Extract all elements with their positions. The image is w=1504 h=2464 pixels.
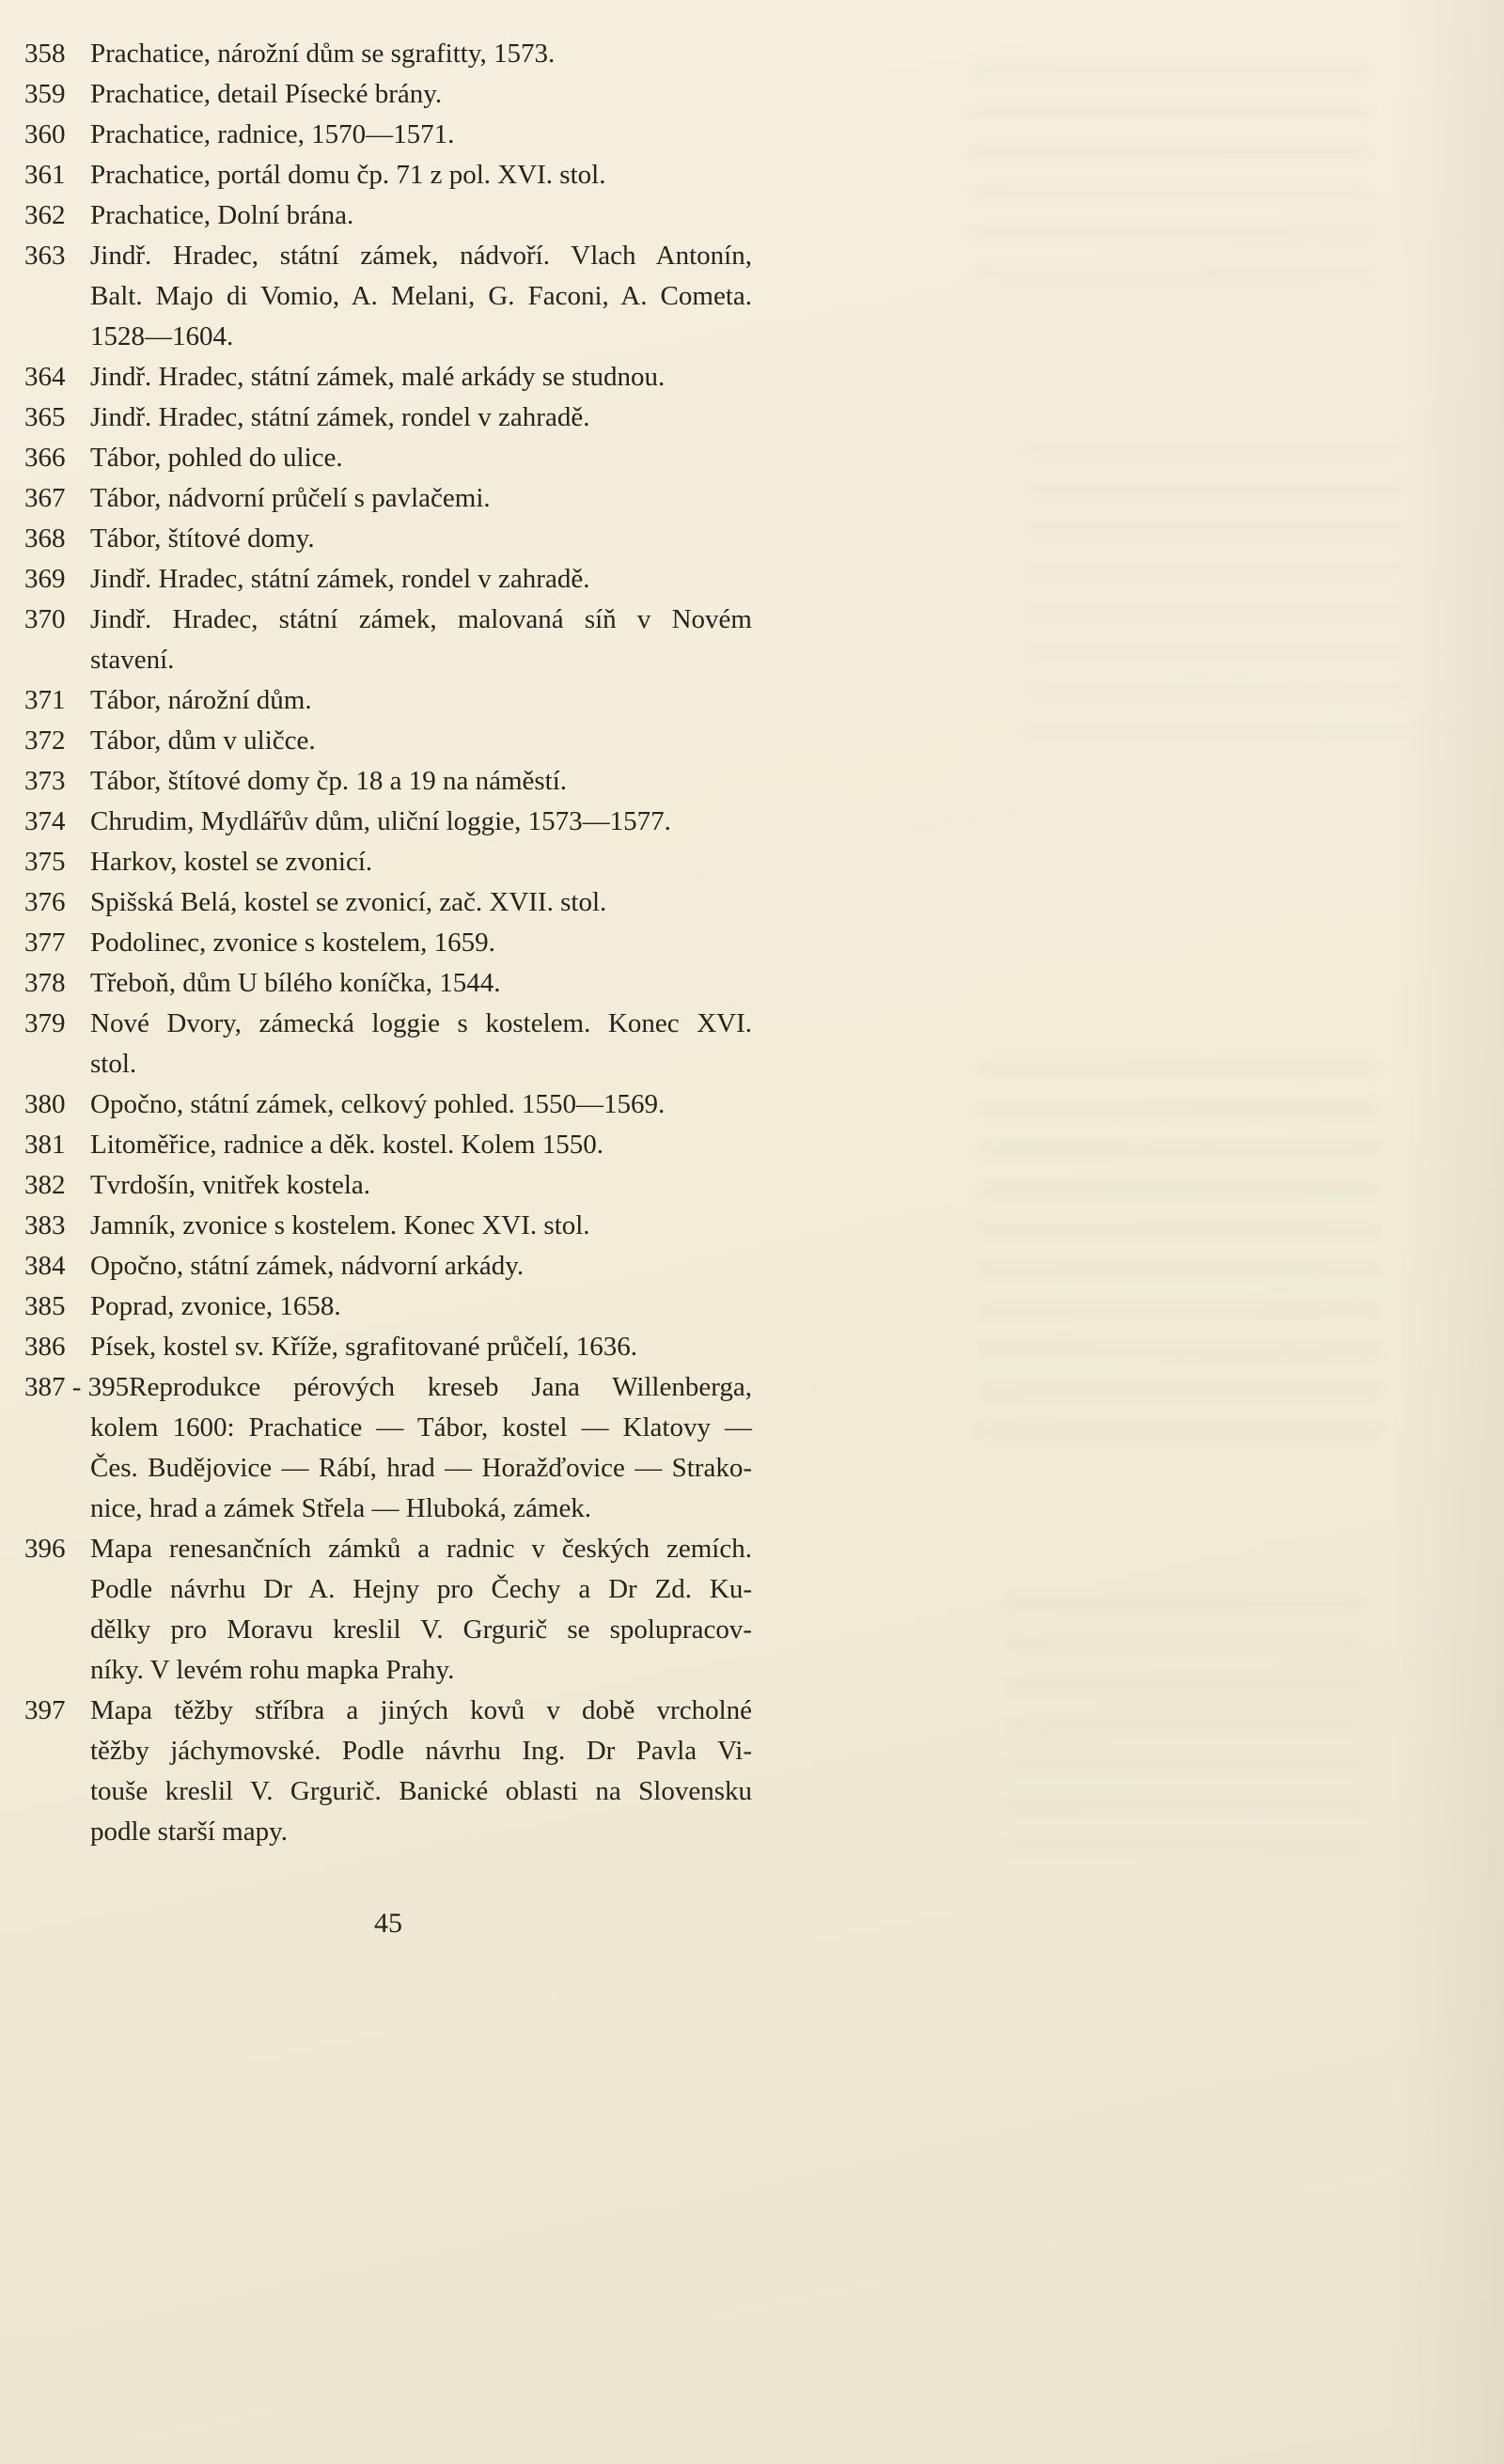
- entry-line: 376 Spišská Belá, kostel se zvonicí, zač. XVII. stol.: [90, 882, 752, 923]
- entry-number: 387 - 395: [24, 1372, 130, 1402]
- entry-number: 367: [24, 483, 66, 513]
- entry-line: 384 Opočno, státní zámek, nádvorní arkády.: [90, 1246, 752, 1287]
- showthrough-ghost: [1025, 442, 1401, 752]
- entry-line: 373 Tábor, štítové domy čp. 18 a 19 na náměstí.: [90, 761, 752, 802]
- entry-number: 366: [24, 443, 66, 473]
- entry-number: 363: [24, 241, 66, 271]
- entry-number: 384: [24, 1251, 66, 1281]
- list-item: [24, 1327, 752, 1367]
- entry-number: 379: [24, 1008, 66, 1038]
- list-item: [24, 357, 752, 398]
- entry-number: 385: [24, 1291, 66, 1321]
- entry-line: kolem 1600: Prachatice — Tábor, kostel — Klatovy —: [90, 1412, 752, 1443]
- entry-line: 380 Opočno, státní zámek, celkový pohled. 1550—1569.: [90, 1084, 752, 1125]
- list-item: [24, 1691, 752, 1852]
- entry-line: 381 Litoměřice, radnice a děk. kostel. Kolem 1550.: [90, 1125, 752, 1165]
- entry-line: 383 Jamník, zvonice s kostelem. Konec XVI. stol.: [90, 1206, 752, 1246]
- list-item: [24, 680, 752, 721]
- showthrough-ghost: [968, 66, 1372, 291]
- entry-number: 397: [24, 1695, 66, 1725]
- entry-line: 375 Harkov, kostel se zvonicí.: [90, 842, 752, 882]
- entry-number: 383: [24, 1210, 66, 1240]
- list-item: [24, 761, 752, 802]
- list-item: [24, 115, 752, 155]
- entry-line: 379 Nové Dvory, zámecká loggie s kostelem. Konec XVI.: [90, 1004, 752, 1044]
- entry-line: Balt. Majo di Vomio, A. Melani, G. Faconi, A. Cometa.: [90, 281, 752, 311]
- entry-number: 368: [24, 523, 66, 554]
- entry-line: Čes. Budějovice — Rábí, hrad — Horažďovice — Strako-: [90, 1453, 752, 1483]
- list-item: [24, 802, 752, 842]
- entry-line: 396 Mapa renesančních zámků a radnic v českých zemích.: [90, 1529, 752, 1569]
- list-item: [24, 882, 752, 923]
- entry-number: 374: [24, 806, 66, 836]
- list-item: [24, 559, 752, 600]
- list-item: [24, 1367, 752, 1529]
- entry-number: 373: [24, 766, 66, 796]
- list-item: [24, 195, 752, 236]
- page-number: 45: [374, 1908, 402, 1939]
- list-item: [24, 1287, 752, 1327]
- entry-line: 360 Prachatice, radnice, 1570—1571.: [90, 115, 752, 155]
- entry-line: 1528—1604.: [90, 321, 234, 351]
- entry-line: nice, hrad a zámek Střela — Hluboká, zámek.: [90, 1493, 592, 1523]
- list-item: [24, 74, 752, 115]
- entry-line: těžby jáchymovské. Podle návrhu Ing. Dr Pavla Vi-: [90, 1736, 752, 1766]
- entry-line: stavení.: [90, 645, 175, 675]
- list-item: [24, 155, 752, 195]
- entry-line: podle starší mapy.: [90, 1817, 288, 1847]
- entry-line: 366 Tábor, pohled do ulice.: [90, 438, 752, 478]
- entry-number: 382: [24, 1170, 66, 1200]
- entry-line: dělky pro Moravu kreslil V. Grgurič se spolupracov-: [90, 1614, 752, 1645]
- entry-number: 369: [24, 564, 66, 594]
- list-item: [24, 398, 752, 438]
- entry-line: 369 Jindř. Hradec, státní zámek, rondel v zahradě.: [90, 559, 752, 600]
- entry-number: 371: [24, 685, 66, 715]
- entry-line: 362 Prachatice, Dolní brána.: [90, 195, 752, 236]
- entry-number: 361: [24, 160, 66, 190]
- list-item: [24, 600, 752, 680]
- entry-line: Podle návrhu Dr A. Hejny pro Čechy a Dr Zd. Ku-: [90, 1574, 752, 1604]
- entry-line: 370 Jindř. Hradec, státní zámek, malovaná síň v Novém: [90, 600, 752, 640]
- showthrough-ghost: [1006, 1598, 1363, 1879]
- entry-number: 370: [24, 604, 66, 634]
- list-item: [24, 1004, 752, 1084]
- entry-line: 377 Podolinec, zvonice s kostelem, 1659.: [90, 923, 752, 963]
- entry-number: 375: [24, 847, 66, 877]
- entry-number: 360: [24, 119, 66, 149]
- entry-line: 358 Prachatice, nárožní dům se sgrafitty, 1573.: [90, 34, 752, 74]
- entry-line: touše kreslil V. Grgurič. Banické oblasti na Slovensku: [90, 1776, 752, 1806]
- entry-number: 381: [24, 1130, 66, 1160]
- list-item: [24, 1165, 752, 1206]
- entry-number: 386: [24, 1332, 66, 1362]
- list-item: [24, 923, 752, 963]
- entry-number: 362: [24, 200, 66, 230]
- entry-line: 378 Třeboň, dům U bílého koníčka, 1544.: [90, 963, 752, 1004]
- list-item: [24, 34, 752, 74]
- entry-number: 365: [24, 402, 66, 432]
- entry-number: 380: [24, 1089, 66, 1119]
- entry-number: 376: [24, 887, 66, 917]
- plate-index: [24, 34, 752, 1943]
- entry-line: 372 Tábor, dům v uličce.: [90, 721, 752, 761]
- list-item: [24, 519, 752, 559]
- entry-line: 363 Jindř. Hradec, státní zámek, nádvoří. Vlach Antonín,: [90, 236, 752, 276]
- entry-line: 367 Tábor, nádvorní průčelí s pavlačemi.: [90, 478, 752, 519]
- list-item: [24, 1125, 752, 1165]
- list-item: [24, 1529, 752, 1691]
- entry-line: 359 Prachatice, detail Písecké brány.: [90, 74, 752, 115]
- list-item: [24, 236, 752, 357]
- entry-line: 368 Tábor, štítové domy.: [90, 519, 752, 559]
- entry-number: 372: [24, 725, 66, 756]
- entry-line: stol.: [90, 1049, 137, 1079]
- entry-number: 358: [24, 39, 66, 69]
- entry-line: 364 Jindř. Hradec, státní zámek, malé arkády se studnou.: [90, 357, 752, 398]
- list-item: [24, 721, 752, 761]
- list-item: [24, 963, 752, 1004]
- entry-line: 397 Mapa těžby stříbra a jiných kovů v době vrcholné: [90, 1691, 752, 1731]
- entry-number: 377: [24, 928, 66, 958]
- entry-line: níky. V levém rohu mapka Prahy.: [90, 1655, 455, 1685]
- entry-number: 378: [24, 968, 66, 998]
- entry-line: 361 Prachatice, portál domu čp. 71 z pol. XVI. stol.: [90, 155, 752, 195]
- entry-number: 364: [24, 362, 66, 392]
- entry-line: 386 Písek, kostel sv. Kříže, sgrafitované průčelí, 1636.: [90, 1327, 752, 1367]
- entry-line: 374 Chrudim, Mydlářův dům, uliční loggie, 1573—1577.: [90, 802, 752, 842]
- entry-line: 365 Jindř. Hradec, státní zámek, rondel v zahradě.: [90, 398, 752, 438]
- list-item: [24, 1084, 752, 1125]
- entry-line: 382 Tvrdošín, vnitřek kostela.: [90, 1165, 752, 1206]
- entry-number: 359: [24, 79, 66, 109]
- entry-number: 396: [24, 1534, 66, 1564]
- showthrough-ghost: [978, 1062, 1382, 1466]
- list-item: [24, 478, 752, 519]
- list-item: [24, 438, 752, 478]
- entry-line: 387 - 395Reprodukce pérových kreseb Jana Willenberga,: [90, 1367, 752, 1408]
- list-item: [24, 842, 752, 882]
- entry-line: 371 Tábor, nárožní dům.: [90, 680, 752, 721]
- entry-list: [24, 34, 752, 1852]
- entry-line: 385 Poprad, zvonice, 1658.: [90, 1287, 752, 1327]
- list-item: [24, 1246, 752, 1287]
- list-item: [24, 1206, 752, 1246]
